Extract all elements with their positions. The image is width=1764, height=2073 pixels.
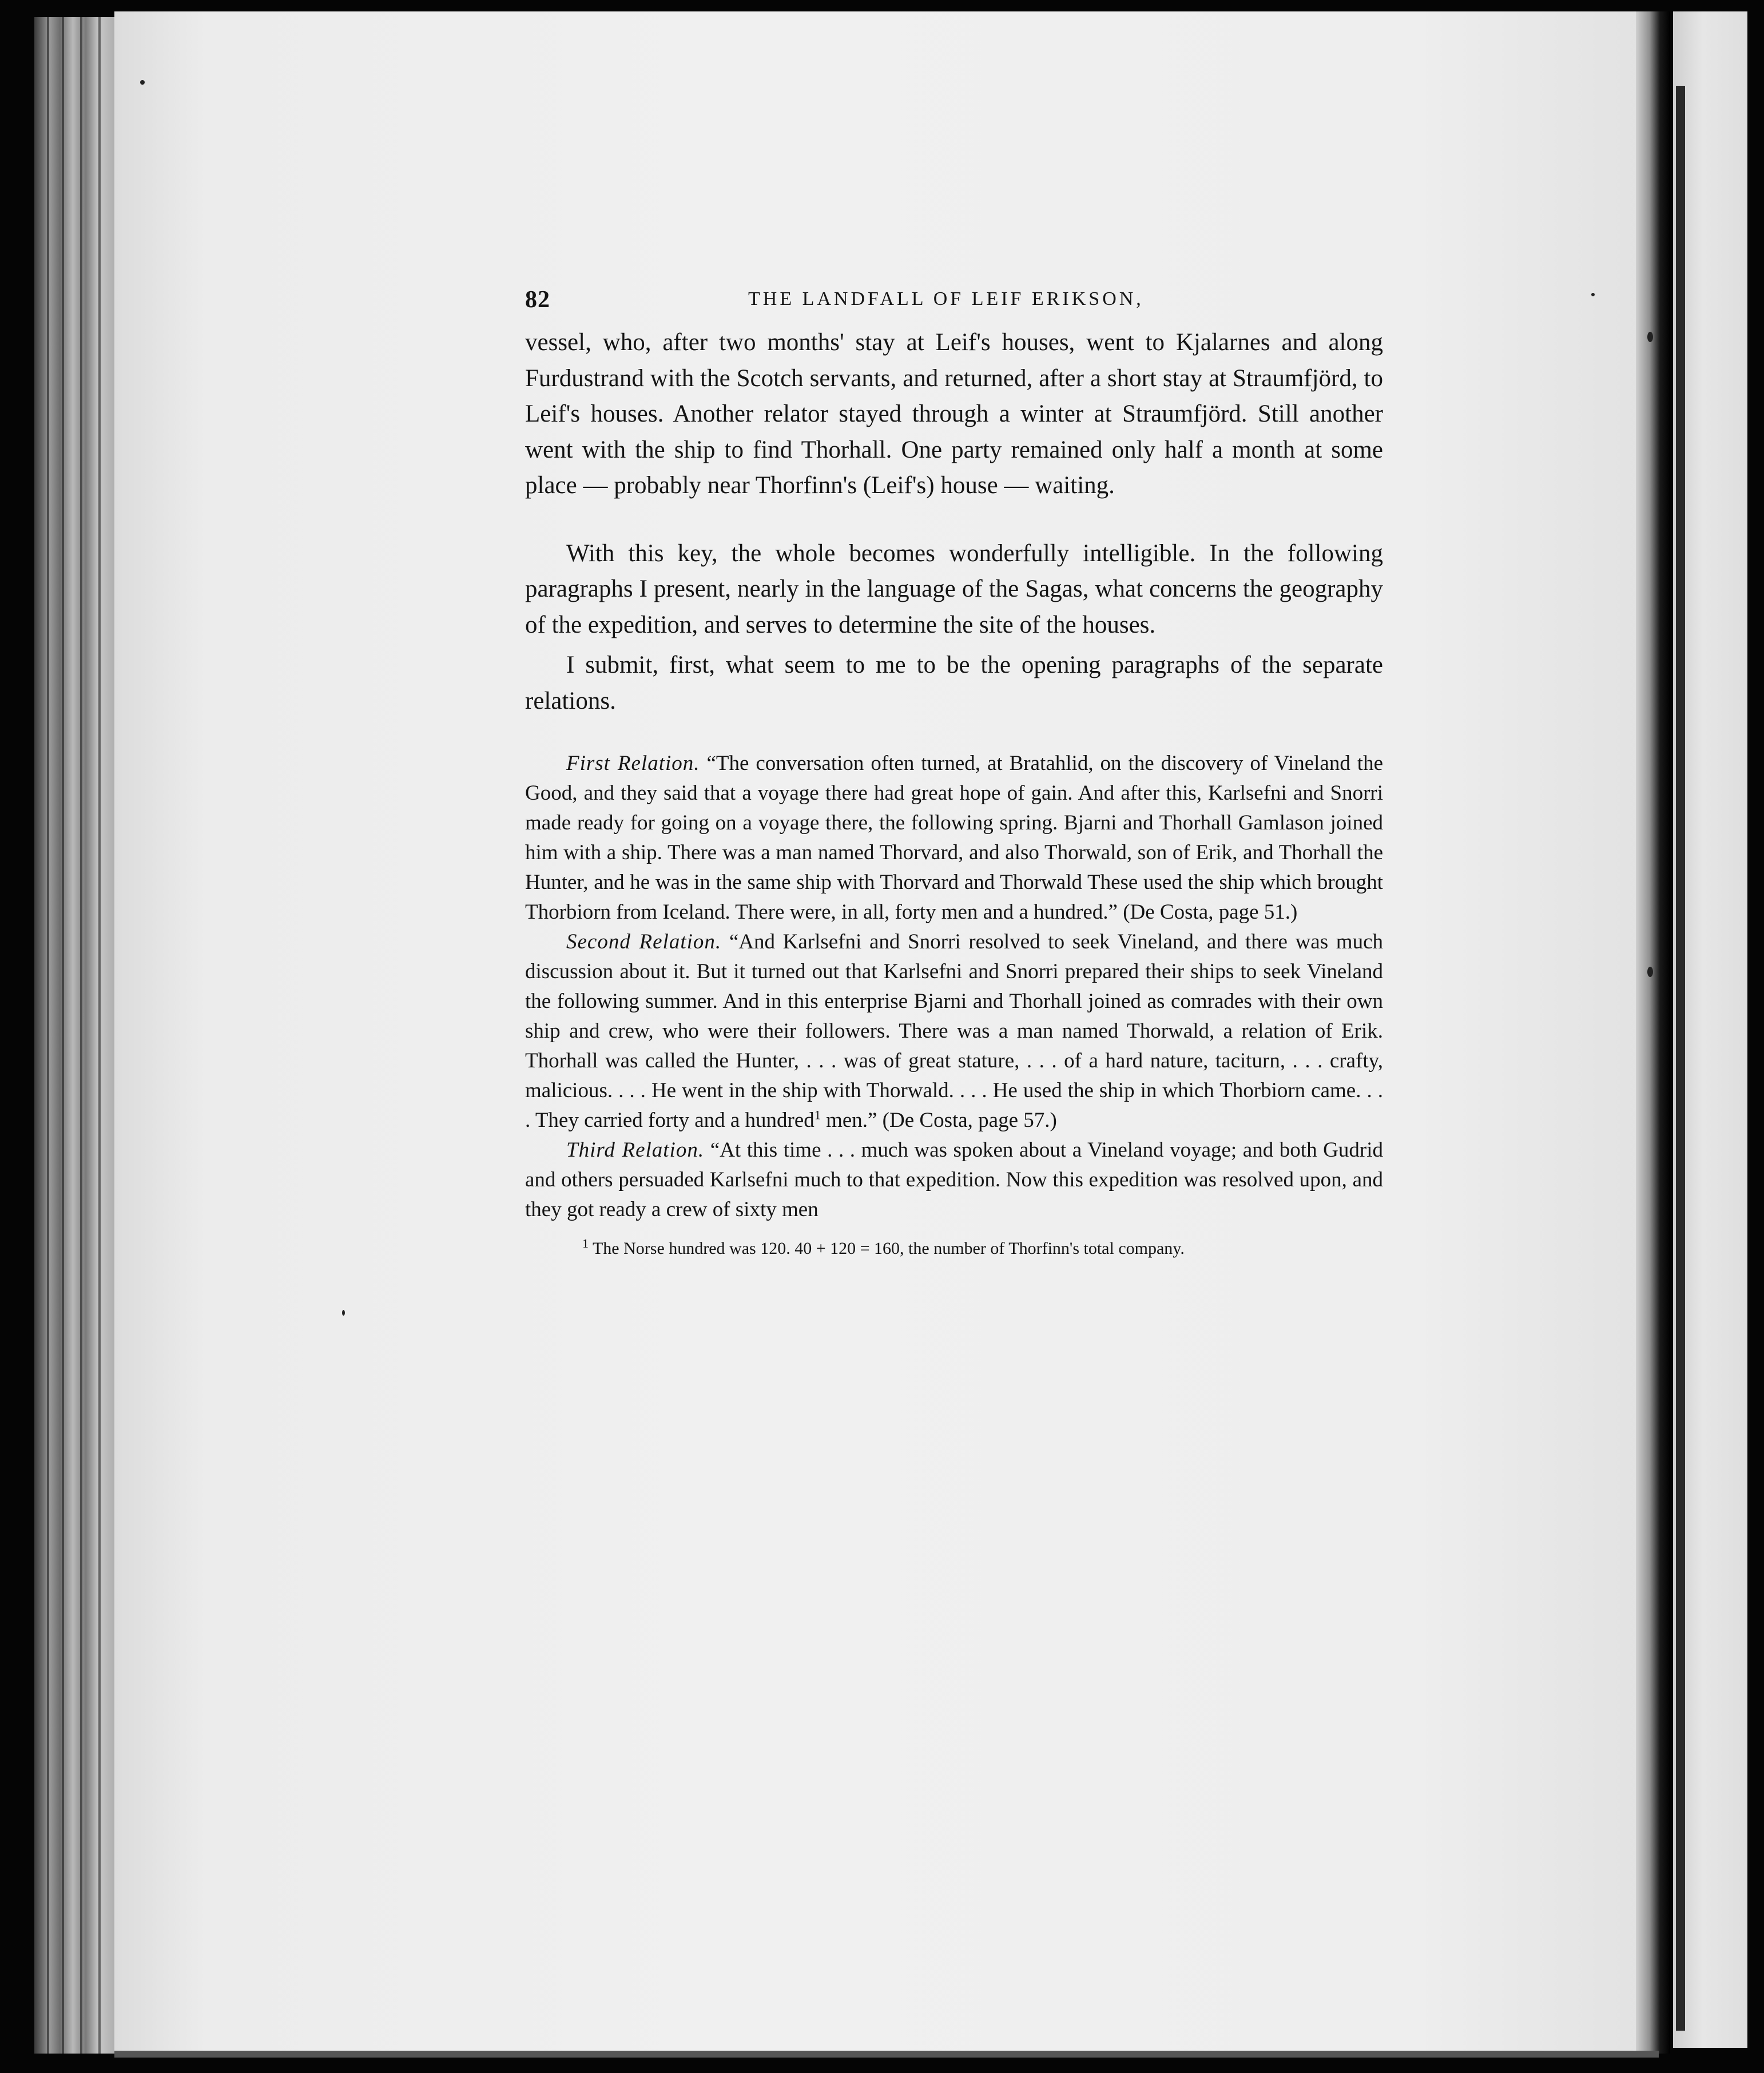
relation-label: Third Relation. xyxy=(566,1138,705,1162)
running-title: THE LANDFALL OF LEIF ERIKSON, xyxy=(748,288,1144,309)
footnote-reference: 1 xyxy=(814,1107,821,1122)
page-gutter-shadow xyxy=(1636,11,1670,2054)
relation-label: First Relation. xyxy=(566,752,700,775)
relation-text: “At this time . . . much was spoken about a Vineland voyage; and both Gudrid and others persuaded Karlsefni much to that expedition. Now this expedition was resolved upon, and they got ready a crew of sixty men xyxy=(525,1138,1384,1221)
page-text-block xyxy=(525,286,1383,1260)
second-relation xyxy=(525,927,1383,1135)
relation-text-end: men.” (De Costa, page 57.) xyxy=(820,1109,1057,1132)
scan-speck xyxy=(342,1310,345,1316)
page-number: 82 xyxy=(525,287,550,313)
running-head xyxy=(525,286,1383,320)
relation-text: “The conversation often turned, at Bratahlid, on the discovery of Vineland the Good, and they said that a voyage there had great hope of gain. And after this, Karlsefni and Snorri made ready for going on a voyage there, the following spring. Bjarni and Thorhall Gamlason joined him with a ship. There was a man named Thorvard, and also Thorwald, son of Erik, and Thorhall the Hunter, and he was in the same ship with Thorvard and Thorwald These used the ship which brought Thorbiorn from Iceland. There were, in all, forty men and a hundred.” (De Costa, page 51.) xyxy=(525,752,1383,924)
book-page-edges xyxy=(34,17,120,2054)
footnote-marker: 1 xyxy=(582,1236,589,1250)
first-relation xyxy=(525,749,1383,927)
footnote xyxy=(525,1237,1383,1260)
relation-label: Second Relation. xyxy=(566,930,722,954)
third-relation xyxy=(525,1135,1383,1225)
footnote-text: The Norse hundred was 120. 40 + 120 = 160, the number of Thorfinn's total company. xyxy=(592,1239,1185,1258)
page-bottom-edge xyxy=(114,2051,1659,2058)
scan-speck xyxy=(1647,967,1653,977)
paragraph-submit: I submit, first, what seem to me to be the opening paragraphs of the separate relations. xyxy=(525,652,1383,714)
scan-speck xyxy=(140,80,145,85)
scan-speck xyxy=(1591,293,1595,296)
paragraph-key: With this key, the whole becomes wonderfully intelligible. In the following paragraphs I present, nearly in the language of the Sagas, what concerns the geography of the expedition, and serves to determine the site of the houses. xyxy=(525,539,1383,638)
paragraph-continued: vessel, who, after two months' stay at Leif's houses, went to Kjalarnes and along Furdustrand with the Scotch servants, and returned, after a short stay at Straumfjörd, to Leif's houses. Another relator stayed through a winter at Straumfjörd. Still another went with the ship to find Thorhall. One party remained only half a month at some place — probably near Thorfinn's (Leif's) house — waiting. xyxy=(525,329,1383,499)
facing-page-shadow xyxy=(1676,86,1685,2031)
relation-text: “And Karlsefni and Snorri resolved to seek Vineland, and there was much discussion about it. But it turned out that Karlsefni and Snorri prepared their ships to seek Vineland the following summer. And in this enterprise Bjarni and Thorhall joined as comrades with their own ship and crew, who were their followers. There was a man named Thorwald, a relation of Erik. Thorhall was called the Hunter, . . . was of great stature, . . . of a hard nature, taciturn, . . . crafty, malicious. . . . He went in the ship with Thorwald. . . . He used the ship in which Thorbiorn came. . . . They carried forty and a hundred xyxy=(525,930,1383,1132)
scan-speck xyxy=(1647,332,1653,342)
